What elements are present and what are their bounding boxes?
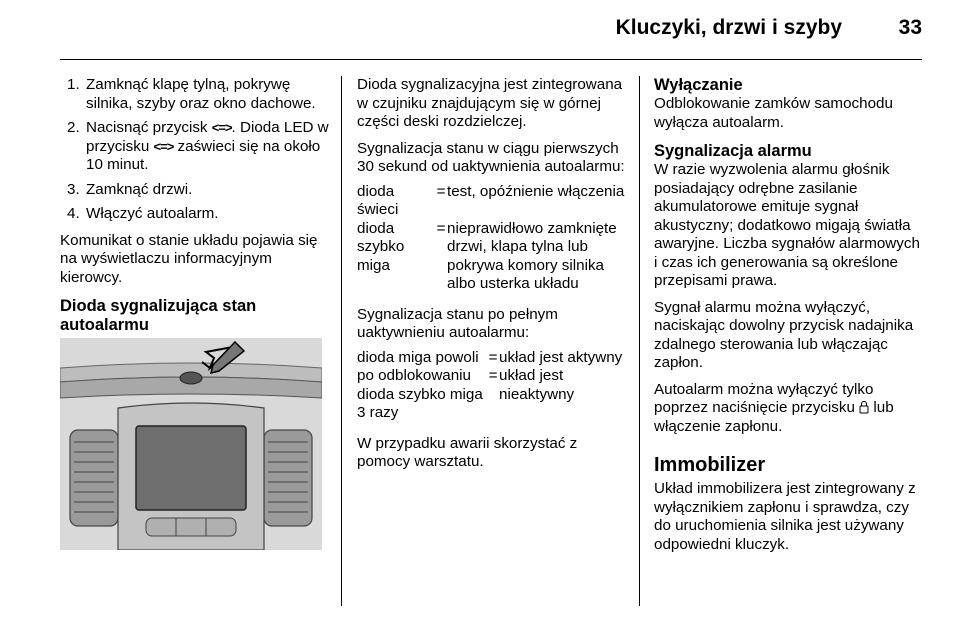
list-item	[60, 181, 330, 200]
list-item	[60, 119, 330, 175]
column-divider	[341, 76, 342, 606]
status2-table	[357, 349, 629, 423]
immobilizer-paragraph: Układ immobilizera jest zintegrowany z wyłącznikiem zapłonu i sprawdza, czy do uruchomienia silnika jest używany odpowiedni kluczyk.	[654, 480, 916, 553]
step-text: Zamknąć drzwi.	[86, 180, 193, 198]
definition-cell: układ jest aktywny	[499, 348, 623, 366]
definition-cell: test, opóźnienie włączenia	[447, 182, 625, 200]
alarm-sensor-icon: <=>	[211, 120, 232, 135]
off-paragraph: Odblokowanie zamków samochodu wyłącza autoalarm.	[654, 95, 893, 131]
definition-cell: układ jest nieaktywny	[499, 367, 575, 403]
step-number: 2.	[67, 119, 80, 136]
list-item	[60, 76, 330, 113]
steps-list	[60, 76, 330, 224]
failure-paragraph: W przypadku awarii skorzystać z pomocy warsztatu.	[357, 434, 578, 470]
section-heading-alarm: Sygnalizacja alarmu	[654, 142, 812, 160]
paragraph-text: Autoalarm można wyłączyć tylko poprzez naciśnięcie przycisku	[654, 380, 874, 416]
equals-cell: =	[436, 219, 446, 237]
term-cell: po odblokowaniu dioda szybko miga 3 razy	[357, 367, 483, 421]
dashboard-illustration	[60, 338, 322, 550]
definition-cell: nieprawidłowo zamknięte drzwi, klapa tylna lub pokrywa komory silnika albo usterka układu	[447, 219, 617, 292]
column-2	[357, 76, 629, 480]
column-divider	[639, 76, 640, 606]
page-title: Kluczyki, drzwi i szyby	[615, 16, 842, 39]
list-item	[60, 205, 330, 224]
header-rule	[60, 59, 922, 60]
status1-heading: Sygnalizacja stanu w ciągu pierwszych 30 sekund od uaktywnienia autoalarmu:	[357, 139, 625, 175]
table-row	[357, 367, 629, 423]
dashboard-drawing	[60, 338, 322, 550]
page-number: 33	[898, 16, 922, 39]
step-number: 1.	[67, 76, 80, 93]
table-row	[357, 183, 629, 220]
table-row	[357, 349, 629, 368]
term-cell: dioda miga powoli	[357, 348, 479, 366]
section-heading-off: Wyłączanie	[654, 76, 743, 94]
step-number: 3.	[67, 180, 80, 198]
equals-cell: =	[488, 367, 498, 384]
section-heading-immobilizer: Immobilizer	[654, 454, 766, 476]
equals-cell: =	[488, 348, 498, 366]
alarm-off2-paragraph	[654, 381, 926, 437]
step-number: 4.	[67, 205, 80, 222]
table-row	[357, 220, 629, 294]
step-text: Włączyć autoalarm.	[86, 205, 219, 222]
alarm-sensor-icon: <=>	[153, 138, 174, 154]
step-text: zaświeci się na około 10 minut.	[86, 137, 321, 173]
led-intro-paragraph: Dioda sygnalizacyjna jest zintegrowana w czujniku znajdującym się w górnej części deski rozdzielczej.	[357, 76, 623, 130]
paragraph-text: lub włączenie zapłonu.	[654, 399, 894, 435]
lock-icon	[859, 400, 869, 414]
alarm-off-paragraph: Sygnał alarmu można wyłączyć, naciskając dowolny przycisk nadajnika zdalnego sterowania lub włączając zapłon.	[654, 298, 914, 371]
status2-heading: Sygnalizacja stanu po pełnym uaktywnieniu autoalarmu:	[357, 305, 558, 341]
column-3	[654, 76, 926, 562]
step-text: . Dioda LED w przycisku	[86, 119, 329, 155]
term-cell: dioda szybko miga	[357, 219, 405, 274]
column-1	[60, 76, 330, 335]
status1-table	[357, 183, 629, 294]
step-text: Nacisnąć przycisk	[86, 119, 208, 136]
section-heading-led: Dioda sygnalizująca stan autoalarmu	[60, 297, 257, 334]
status-message-paragraph: Komunikat o stanie układu pojawia się na wyświetlaczu informacyjnym kierowcy.	[60, 231, 318, 286]
step-text: Zamknąć klapę tylną, pokrywę silnika, szyby oraz okno dachowe.	[86, 76, 316, 112]
alarm-paragraph: W razie wyzwolenia alarmu głośnik posiadający odrębne zasilanie akumulatorowe emituje sygnał akustyczny; dodatkowo migają światła awaryjne. Liczba sygnałów alarmowych i czas ich generowania są określone przepisami prawa.	[654, 161, 920, 289]
term-cell: dioda świeci	[357, 182, 399, 218]
equals-cell: =	[436, 182, 446, 200]
